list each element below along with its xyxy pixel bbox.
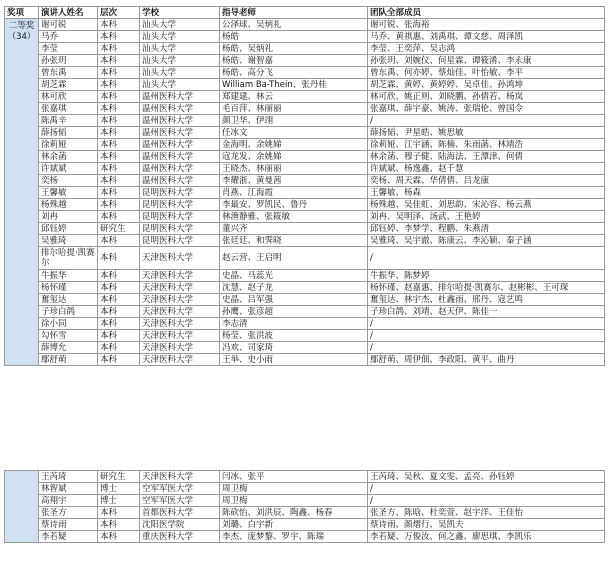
cell-school: 天津医科大学 bbox=[140, 354, 220, 366]
cell-level: 本科 bbox=[98, 103, 140, 115]
cell-members: 薛扬韬、尹星皓、姚思敏 bbox=[368, 127, 605, 139]
cell-members: 刘冉、吴明泽、汤武、王艳婷 bbox=[368, 211, 605, 223]
cell-school: 昆明医科大学 bbox=[140, 211, 220, 223]
cell-members: / bbox=[368, 247, 605, 270]
cell-school: 汕头大学 bbox=[140, 55, 220, 67]
cell-members: 蔡诗雨、颜熠行、吴凯夫 bbox=[368, 519, 605, 531]
cell-members: 杨怀瑾、赵嘉惠、排尔哈提·凯赛尔、赵彬彬、王可琛 bbox=[368, 282, 605, 294]
cell-speaker: 吴雅琦 bbox=[39, 235, 98, 247]
cell-level: 本科 bbox=[98, 115, 140, 127]
table-row bbox=[5, 294, 605, 306]
cell-school: 汕头大学 bbox=[140, 31, 220, 43]
cell-members: 孙张玥、刘婉仪、何星霖、谭筱淆、李永康 bbox=[368, 55, 605, 67]
table-row bbox=[5, 115, 605, 127]
cell-speaker: 杨怀瑾 bbox=[39, 282, 98, 294]
cell-members: / bbox=[368, 330, 605, 342]
cell-school: 昆明医科大学 bbox=[140, 223, 220, 235]
cell-advisor: William Ba-Thein、张丹桂 bbox=[220, 79, 368, 91]
cell-advisor: 陈砍怡、刘洪辰、陶鑫、杨春 bbox=[220, 507, 368, 519]
table-row bbox=[5, 495, 605, 507]
table-row bbox=[5, 67, 605, 79]
cell-advisor: 孙鹰、张彦超 bbox=[220, 306, 368, 318]
cell-members: 鄢舒萌、周伊佃、李政阳、黄平、曲丹 bbox=[368, 354, 605, 366]
cell-school: 天津医科大学 bbox=[140, 247, 220, 270]
cell-school: 汕头大学 bbox=[140, 43, 220, 55]
section-gap bbox=[4, 462, 604, 468]
cell-advisor: 张廷廷、和霁晓 bbox=[220, 235, 368, 247]
cell-members: 胡芝霖、黄婷、黄婷婷、吴卓佳、孙鸿坤 bbox=[368, 79, 605, 91]
cell-advisor: 公泽球、吴炳礼 bbox=[220, 19, 368, 31]
cell-speaker: 邱钰婷 bbox=[39, 223, 98, 235]
cell-speaker: 王馨敏 bbox=[39, 187, 98, 199]
cell-level: 研究生 bbox=[98, 471, 140, 483]
cell-members: 林余菡、穆子健、陆海法、王潭津、何倩 bbox=[368, 151, 605, 163]
cell-level: 本科 bbox=[98, 187, 140, 199]
cell-speaker: 陈禹辛 bbox=[39, 115, 98, 127]
table-row bbox=[5, 235, 605, 247]
cell-speaker: 薛扬韬 bbox=[39, 127, 98, 139]
cell-level: 博士 bbox=[98, 483, 140, 495]
cell-members: 谢可锐、张海裕 bbox=[368, 19, 605, 31]
cell-level: 本科 bbox=[98, 354, 140, 366]
cell-level: 本科 bbox=[98, 67, 140, 79]
table-row bbox=[5, 211, 605, 223]
cell-level: 本科 bbox=[98, 139, 140, 151]
cell-level: 本科 bbox=[98, 282, 140, 294]
cell-members: 杨殊越、吴佳虹、刘思韵、宋沁容、杨云燕 bbox=[368, 199, 605, 211]
cell-level: 本科 bbox=[98, 247, 140, 270]
cell-members: / bbox=[368, 495, 605, 507]
cell-speaker: 谢可锐 bbox=[39, 19, 98, 31]
cell-level: 本科 bbox=[98, 163, 140, 175]
cell-school: 温州医科大学 bbox=[140, 91, 220, 103]
cell-members: 张嘉琪、薛宇豪、姚涛、张瑞伦、曾国令 bbox=[368, 103, 605, 115]
cell-level: 本科 bbox=[98, 330, 140, 342]
cell-speaker: 徐莉娅 bbox=[39, 139, 98, 151]
cell-school: 昆明医科大学 bbox=[140, 199, 220, 211]
award-table bbox=[4, 6, 605, 366]
table-row bbox=[5, 19, 605, 31]
cell-advisor: 周卫梅 bbox=[220, 483, 368, 495]
cell-speaker: 孙张玥 bbox=[39, 55, 98, 67]
table-row bbox=[5, 199, 605, 211]
cell-advisor: 肖燕、江海霞 bbox=[220, 187, 368, 199]
table-row bbox=[5, 55, 605, 67]
cell-advisor: 史晶、吕军强 bbox=[220, 294, 368, 306]
cell-advisor: 郑建建、林云 bbox=[220, 91, 368, 103]
cell-advisor: 任冰文 bbox=[220, 127, 368, 139]
table-row bbox=[5, 187, 605, 199]
table-row bbox=[5, 91, 605, 103]
cell-advisor: 闫冰、张平 bbox=[220, 471, 368, 483]
cell-speaker: 李若疑 bbox=[39, 531, 98, 543]
cell-level: 本科 bbox=[98, 31, 140, 43]
cell-speaker: 高翔宇 bbox=[39, 495, 98, 507]
cell-school: 汕头大学 bbox=[140, 67, 220, 79]
cell-school: 天津医科大学 bbox=[140, 471, 220, 483]
cell-speaker: 奮玺达 bbox=[39, 294, 98, 306]
cell-level: 本科 bbox=[98, 294, 140, 306]
cell-school: 天津医科大学 bbox=[140, 294, 220, 306]
cell-school: 汕头大学 bbox=[140, 19, 220, 31]
table-row bbox=[5, 270, 605, 282]
cell-advisor: 杨皓、高分飞 bbox=[220, 67, 368, 79]
cell-level: 本科 bbox=[98, 79, 140, 91]
header-members: 团队全部成员 bbox=[368, 7, 605, 19]
cell-school: 温州医科大学 bbox=[140, 115, 220, 127]
cell-school: 首都医科大学 bbox=[140, 507, 220, 519]
cell-school: 温州医科大学 bbox=[140, 163, 220, 175]
cell-advisor: 周卫梅 bbox=[220, 495, 368, 507]
cell-advisor: 金海明、余姚娣 bbox=[220, 139, 368, 151]
cell-school: 沈阳医学院 bbox=[140, 519, 220, 531]
cell-speaker: 薛博允 bbox=[39, 342, 98, 354]
cell-school: 空军军医大学 bbox=[140, 495, 220, 507]
header-speaker: 演讲人姓名 bbox=[39, 7, 98, 19]
cell-advisor: 李志清 bbox=[220, 318, 368, 330]
cell-advisor: 杨皓 bbox=[220, 31, 368, 43]
cell-members: / bbox=[368, 483, 605, 495]
cell-advisor: 史晶、马蕊光 bbox=[220, 270, 368, 282]
cell-level: 本科 bbox=[98, 151, 140, 163]
cell-speaker: 许斌斌 bbox=[39, 163, 98, 175]
cell-school: 温州医科大学 bbox=[140, 175, 220, 187]
cell-members: / bbox=[368, 342, 605, 354]
header-school: 学校 bbox=[140, 7, 220, 19]
table-row bbox=[5, 507, 605, 519]
cell-members: 徐莉娅、江宇涵、陈楠、朱雨菡、林靖浩 bbox=[368, 139, 605, 151]
table-row bbox=[5, 247, 605, 270]
cell-speaker: 鄢舒萌 bbox=[39, 354, 98, 366]
header-advisor: 指导老师 bbox=[220, 7, 368, 19]
table-row bbox=[5, 79, 605, 91]
cell-members: 吴雅琦、吴宇澈、陈康云、李沁颖、秦子涵 bbox=[368, 235, 605, 247]
cell-advisor: 沈慧、赵子龙 bbox=[220, 282, 368, 294]
cell-school: 空军军医大学 bbox=[140, 483, 220, 495]
cell-level: 本科 bbox=[98, 199, 140, 211]
cell-members: 许斌斌、杨逸鑫、赵千慧 bbox=[368, 163, 605, 175]
table-row bbox=[5, 103, 605, 115]
table-row bbox=[5, 471, 605, 483]
cell-members: 王芮琦、吴秋、夏文雯、孟亮、孙钰婷 bbox=[368, 471, 605, 483]
header-award: 奖项 bbox=[5, 7, 39, 19]
cell-level: 本科 bbox=[98, 306, 140, 318]
cell-level: 本科 bbox=[98, 175, 140, 187]
cell-members: 李若疑、万俊汝、何之鑫、廖思琪、李凯乐 bbox=[368, 531, 605, 543]
cell-school: 天津医科大学 bbox=[140, 306, 220, 318]
cell-members: 牛振华、陈梦婷 bbox=[368, 270, 605, 282]
cell-advisor: 董兴齐 bbox=[220, 223, 368, 235]
cell-level: 本科 bbox=[98, 211, 140, 223]
award-table-continued bbox=[4, 470, 605, 543]
cell-advisor: 寇龙发、余姚娣 bbox=[220, 151, 368, 163]
table-row bbox=[5, 139, 605, 151]
table-row bbox=[5, 127, 605, 139]
table-row bbox=[5, 354, 605, 366]
cell-advisor: 林渔静雅、张筱敏 bbox=[220, 211, 368, 223]
cell-members: 张圣方、陈晗、杜奕萱、赵宇洋、王佳怡 bbox=[368, 507, 605, 519]
cell-level: 本科 bbox=[98, 91, 140, 103]
cell-school: 天津医科大学 bbox=[140, 330, 220, 342]
cell-speaker: 张圣方 bbox=[39, 507, 98, 519]
cell-advisor: 刘璐、白宇新 bbox=[220, 519, 368, 531]
cell-members: 林可欣、姚正则、刘晓鹏、孙倩若、杨岚 bbox=[368, 91, 605, 103]
table-row bbox=[5, 151, 605, 163]
cell-advisor: 李杰、庞梦黎、罗宇、陈瑞 bbox=[220, 531, 368, 543]
cell-speaker: 杨殊越 bbox=[39, 199, 98, 211]
cell-speaker: 子珍白鸽 bbox=[39, 306, 98, 318]
cell-school: 天津医科大学 bbox=[140, 342, 220, 354]
header-level: 层次 bbox=[98, 7, 140, 19]
cell-level: 本科 bbox=[98, 19, 140, 31]
table-row bbox=[5, 175, 605, 187]
cell-speaker: 曾东禹 bbox=[39, 67, 98, 79]
cell-advisor: 王晓杰、林丽丽 bbox=[220, 163, 368, 175]
table-row bbox=[5, 43, 605, 55]
cell-speaker: 张嘉琪 bbox=[39, 103, 98, 115]
cell-speaker: 林可欣 bbox=[39, 91, 98, 103]
cell-level: 本科 bbox=[98, 318, 140, 330]
cell-level: 本科 bbox=[98, 342, 140, 354]
table-row bbox=[5, 519, 605, 531]
cell-speaker: 林余菡 bbox=[39, 151, 98, 163]
cell-speaker: 刘冉 bbox=[39, 211, 98, 223]
cell-members: 王馨敏、杨森 bbox=[368, 187, 605, 199]
cell-members: 奮玺达、林宇杰、杜鑫雨、邢丹、寇艺鸣 bbox=[368, 294, 605, 306]
cell-school: 天津医科大学 bbox=[140, 282, 220, 294]
cell-school: 昆明医科大学 bbox=[140, 235, 220, 247]
cell-advisor: 赵云营、王启明 bbox=[220, 247, 368, 270]
cell-advisor: 李耀浙、黄曼茜 bbox=[220, 175, 368, 187]
cell-members: / bbox=[368, 318, 605, 330]
cell-speaker: 奕杨 bbox=[39, 175, 98, 187]
table-row bbox=[5, 31, 605, 43]
cell-speaker: 勾怀雪 bbox=[39, 330, 98, 342]
cell-level: 本科 bbox=[98, 55, 140, 67]
table-row bbox=[5, 163, 605, 175]
cell-level: 本科 bbox=[98, 235, 140, 247]
table-row bbox=[5, 483, 605, 495]
cell-speaker: 马乔 bbox=[39, 31, 98, 43]
cell-advisor: 杨皓、吴炳礼 bbox=[220, 43, 368, 55]
table-row bbox=[5, 282, 605, 294]
cell-speaker: 牛振华 bbox=[39, 270, 98, 282]
table-row bbox=[5, 330, 605, 342]
cell-advisor: 杨皓、谢智嘉 bbox=[220, 55, 368, 67]
cell-members: 邱钰婷、李梦学、程鹏、朱燕清 bbox=[368, 223, 605, 235]
cell-level: 博士 bbox=[98, 495, 140, 507]
cell-speaker: 李莹 bbox=[39, 43, 98, 55]
cell-members: 马乔、黄祺惠、刘禹琪、谭文慈、周泽凯 bbox=[368, 31, 605, 43]
cell-speaker: 胡芝霖 bbox=[39, 79, 98, 91]
cell-level: 本科 bbox=[98, 270, 140, 282]
award-name: 二等奖 bbox=[8, 21, 35, 31]
cell-speaker: 蔡诗雨 bbox=[39, 519, 98, 531]
cell-school: 温州医科大学 bbox=[140, 151, 220, 163]
cell-members: / bbox=[368, 115, 605, 127]
cell-level: 本科 bbox=[98, 519, 140, 531]
cell-level: 本科 bbox=[98, 127, 140, 139]
cell-speaker: 王芮琦 bbox=[39, 471, 98, 483]
cell-advisor: 冯欢、司家琦 bbox=[220, 342, 368, 354]
cell-members: 曾东禹、何亦婷、蔡灿佳、叶怡敏、李平 bbox=[368, 67, 605, 79]
cell-members: 李莹、王奕萍、吴志鸿 bbox=[368, 43, 605, 55]
table-row bbox=[5, 223, 605, 235]
cell-school: 温州医科大学 bbox=[140, 139, 220, 151]
cell-advisor: 李最安、罗凯民、鲁丹 bbox=[220, 199, 368, 211]
cell-level: 本科 bbox=[98, 43, 140, 55]
table-row bbox=[5, 318, 605, 330]
table-row bbox=[5, 306, 605, 318]
award-count: （34） bbox=[7, 32, 36, 42]
cell-level: 研究生 bbox=[98, 223, 140, 235]
table-row bbox=[5, 342, 605, 354]
cell-school: 重庆医科大学 bbox=[140, 531, 220, 543]
cell-school: 温州医科大学 bbox=[140, 127, 220, 139]
cell-school: 昆明医科大学 bbox=[140, 187, 220, 199]
cell-level: 本科 bbox=[98, 507, 140, 519]
cell-advisor: 毛百萍、林丽丽 bbox=[220, 103, 368, 115]
award-cell bbox=[5, 19, 39, 366]
cell-speaker: 徐小同 bbox=[39, 318, 98, 330]
cell-level: 本科 bbox=[98, 531, 140, 543]
cell-speaker: 排尔哈提·凯赛尔 bbox=[39, 247, 98, 270]
table-row bbox=[5, 531, 605, 543]
cell-members: 子珍白鸽、刘靖、赵天伊、陈佳一 bbox=[368, 306, 605, 318]
cell-school: 天津医科大学 bbox=[140, 318, 220, 330]
cell-advisor: 颜卫华、伊翊 bbox=[220, 115, 368, 127]
cell-speaker: 林智斌 bbox=[39, 483, 98, 495]
cell-members: 奕杨、周天霖、华倩倩、吕龙康 bbox=[368, 175, 605, 187]
cell-school: 汕头大学 bbox=[140, 79, 220, 91]
award-cell bbox=[5, 471, 39, 543]
cell-school: 天津医科大学 bbox=[140, 270, 220, 282]
header-row bbox=[5, 7, 605, 19]
cell-advisor: 王举、史小雨 bbox=[220, 354, 368, 366]
cell-advisor: 杨莹、张洪波 bbox=[220, 330, 368, 342]
cell-school: 温州医科大学 bbox=[140, 103, 220, 115]
